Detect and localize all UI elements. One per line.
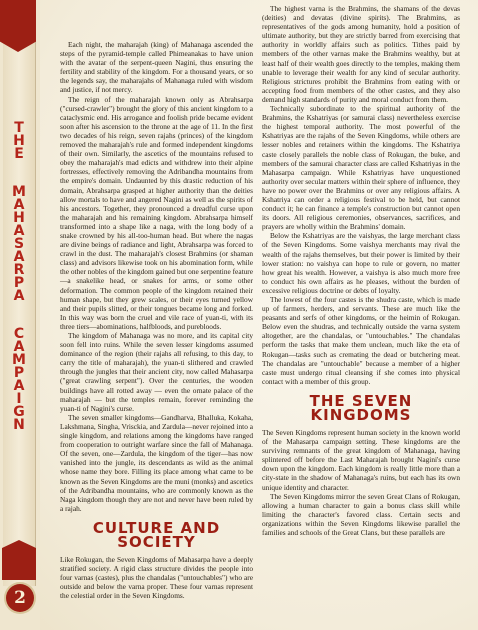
sidebar-title-letter: R: [13, 262, 25, 278]
banner-top-ornament: [0, 0, 36, 52]
sidebar-title-letter: A: [13, 339, 25, 355]
paragraph: Like Rokugan, the Seven Kingdoms of Mahasarpa have a deeply stratified society. A rigid class structure divides the people into four varnas (castes), plus the chandalas ("untouchables") who are outside and below the varna proper. These four varnas represent the celestial order in the Seven Kingdoms.: [60, 554, 253, 601]
sidebar-title-campaign: [8, 328, 30, 432]
section-heading-culture-and-society: [60, 518, 253, 551]
sidebar-banner: [0, 0, 40, 630]
heading-line: THE SEVEN: [309, 391, 413, 410]
sidebar-title-letter: N: [13, 417, 25, 433]
sidebar-title-letter: P: [13, 365, 25, 381]
paragraph: The lowest of the four castes is the shudra caste, which is made up of farmers, herders, and servants. These are much like the peasants and serfs of other kingdoms, or the heimin of Rokugan. Below even the shudras, and technically outside the varna system altogether, are the chandalas, or "untouchables." The chandalas perform the tasks that make them unclean, much like the eta of Rokugan—tasks such as cremating the dead or butchering meat. The chandalas are "untouchable" because a member of a higher caste must undergo ritual cleansing if she comes into physical contact with a member of this group.: [262, 295, 460, 386]
sidebar-title-the: [8, 122, 30, 161]
sidebar-title-letter: T: [14, 120, 24, 136]
left-column: [60, 40, 253, 600]
sidebar-title-letter: A: [13, 249, 25, 265]
sidebar-title-letter: A: [13, 378, 25, 394]
paragraph: Technically subordinate to the spiritual authority of the Brahmins, the Kshatriyas (or samurai class) nevertheless exercise the highest temporal authority. The most powerful of the Kshatriyas are the rajahs of the Seven Kingdoms, while others are lesser nobles and retainers within the kingdoms. The Kshatriya caste closely parallels the noble class of Rokugan, the buke, and members of the samurai character class are called Kshatriyas in the Mahasarpa campaign. While Kshatriyas have unquestioned authority over secular matters within their sphere of influence, they have no power over the Brahmins or over any religious affairs. A Kshatriya can order a religious festival to be held, but cannot conduct it; he can finance a temple's construction but cannot open its doors. All religious ceremonies, observances, sacrifices, and prayers are wholly within the Brahmins' domain.: [262, 104, 460, 232]
paragraph: The seven smaller kingdoms—Gandharva, Bhalluka, Kokaha, Lakshmana, Singha, Vrisckia, and Zardula—never rejoined into a single kingdom, and relations among the kingdoms have ranged from cooperation to outright warfare since the fall of Mahanaga. Of the seven, one—Zardula, the kingdom of the tiger—has now vanished into the jungle, its descendants as wild as the animal whose name they bore. Filling its place among what came to be known as the Seven Kingdoms are the muni (monks) and ascetics of the Adribandha mountains, who are commonly known as the Naga kingdom though they are not and never have been ruled by a rajah.: [60, 412, 253, 513]
sidebar-title-letter: A: [13, 288, 25, 304]
section-heading-the-seven-kingdoms: [262, 391, 460, 424]
sidebar-title-letter: E: [14, 146, 24, 162]
right-column: [262, 4, 460, 537]
sidebar-title-letter: G: [13, 404, 25, 420]
page-number: 2: [14, 588, 26, 608]
paragraph: The Seven Kingdoms mirror the seven Great Clans of Rokugan, allowing a human character to gain a bonus class skill while limiting the character's favored class. Certain sects and organizations within the Seven Kingdoms likewise parallel the families and schools of the Great Clans, but these parallels are: [262, 491, 460, 537]
banner-bottom-ornament: [2, 540, 36, 580]
sidebar-title-letter: H: [13, 133, 25, 149]
sidebar-title-mahasarpa: [8, 186, 30, 303]
sidebar-title-letter: P: [13, 275, 25, 291]
paragraph: Each night, the maharajah (king) of Mahanaga ascended the steps of the pyramid-temple called Phimeanakas to have union with the avatar of the serpent-queen Nagini, thus ensuring the fertility and stability of the kingdom. For a thousand years, or so the legends say, the maharajahs of Mahanaga ruled with wisdom and justice, if not mercy.: [60, 40, 253, 95]
heading-line: KINGDOMS: [310, 405, 412, 424]
sidebar-title-letter: H: [13, 210, 25, 226]
paragraph: The reign of the maharajah known only as Abrahsarpa ("cursed-crawler") brought the glory of this ancient kingdom to a cataclysmic end. His arrogance and foolish pride became evident soon after his ascension to the throne at the age of 11. In the first two decades of his reign, seven rajahs (princes) of the kingdom removed the maharajah's rule and formed independent kingdoms of their own. Similarly, the ascetics of the mountains refused to obey the maharajah's mad edicts and withdrew into their alpine fortresses, effectively removing the Adribandha mountains from the empire's domain. Undaunted by this drastic reduction of his domain, Abrahsarpa grasped at higher authority than the deities allow mortals to have and angered Nagini as well as the spirits of his ancestors. Together, they pronounced a dreadful curse upon the maharajah and his remaining kingdom. Abrahsarpa himself transformed into a shape like a naga, with the long body of a snake crowned by his all-too-human head. But where the nagas are divine beings of radiance and light, Abrahsarpa was forced to crawl in the dust. The maharajah's closest Brahmins (or shaman class) and advisors likewise took on his abomination form, while the other nobles of the kingdom gained but one serpentine feature—a snakelike head, or snakes for arms, or some other deformation. The common people of the kingdom retained their human shape, but they grew scales, or their eyes turned yellow and their pupils slitted, or their tongues became long and forked. In this way was born the cruel and vile race of yuan-ti, with its three tiers—abominations, halfbloods, and purebloods.: [60, 94, 253, 331]
heading-line: SOCIETY: [117, 532, 196, 551]
page-number-badge: [6, 584, 34, 612]
heading-line: CULTURE AND: [92, 518, 221, 537]
sidebar-title-letter: M: [12, 184, 26, 200]
sidebar-title-letter: C: [13, 326, 25, 342]
paragraph: The kingdom of Mahanaga was no more, and its capital city soon fell into ruins. While the seven lesser kingdoms assumed dominance of the region (their rajahs all refusing, to this day, to carry the title of maharajah), the yuan-ti slithered and crawled through the jungles that their ancient city, now called Mahasarpa ("great crawling serpent"). Over the centuries, the wooden buildings have all rotted away — even the ornate palace of the maharajah — but the temples remain, forever reminding the yuan-ti of Nagini's curse.: [60, 331, 253, 413]
paragraph: The Seven Kingdoms represent human society in the known world of the Mahasarpa campaign setting. These kingdoms are the surviving remnants of the great kingdom of Mahanaga, having splintered off before the Last Maharajah brought Nagini's curse down upon the kingdom. Each kingdom is really little more than a city-state in the shadow of Mahanaga's ruins, but each has its own unique identity and character.: [262, 427, 460, 492]
sidebar-title-letter: S: [13, 236, 25, 252]
sidebar-title-letter: I: [16, 391, 22, 407]
paragraph: Below the Kshatriyas are the vaishyas, the large merchant class of the Seven Kingdoms. Some vaishya merchants may rival the wealth of the rajahs themselves, but their power is limited by their lower station: no vaishya can hope to rule or govern, no matter how great his wealth. However, a vaishya is also much more free to conduct his own affairs as he pleases, without the burden of excessive religious doctrine or debts of loyalty.: [262, 231, 460, 295]
sidebar-title-letter: M: [12, 352, 26, 368]
sidebar-title-letter: A: [13, 223, 25, 239]
paragraph: The highest varna is the Brahmins, the shamans of the devas (deities) and devatas (divine spirits). The Brahmins, as representatives of the gods among humanity, hold a position of ultimate authority, but they are strictly barred from exercising that authority in worldly affairs such as politics. Tithes paid by members of the other varnas make the Brahmins wealthy, but at least half of their wealth goes directly to the temples, making them unable to leverage their wealth for any kind of secular authority. Religious strictures prohibit the Brahmins from eating with or accepting food from members of the other castes, and they also demand high standards of purity and moral conduct from them.: [262, 4, 460, 104]
sidebar-title-letter: A: [13, 197, 25, 213]
